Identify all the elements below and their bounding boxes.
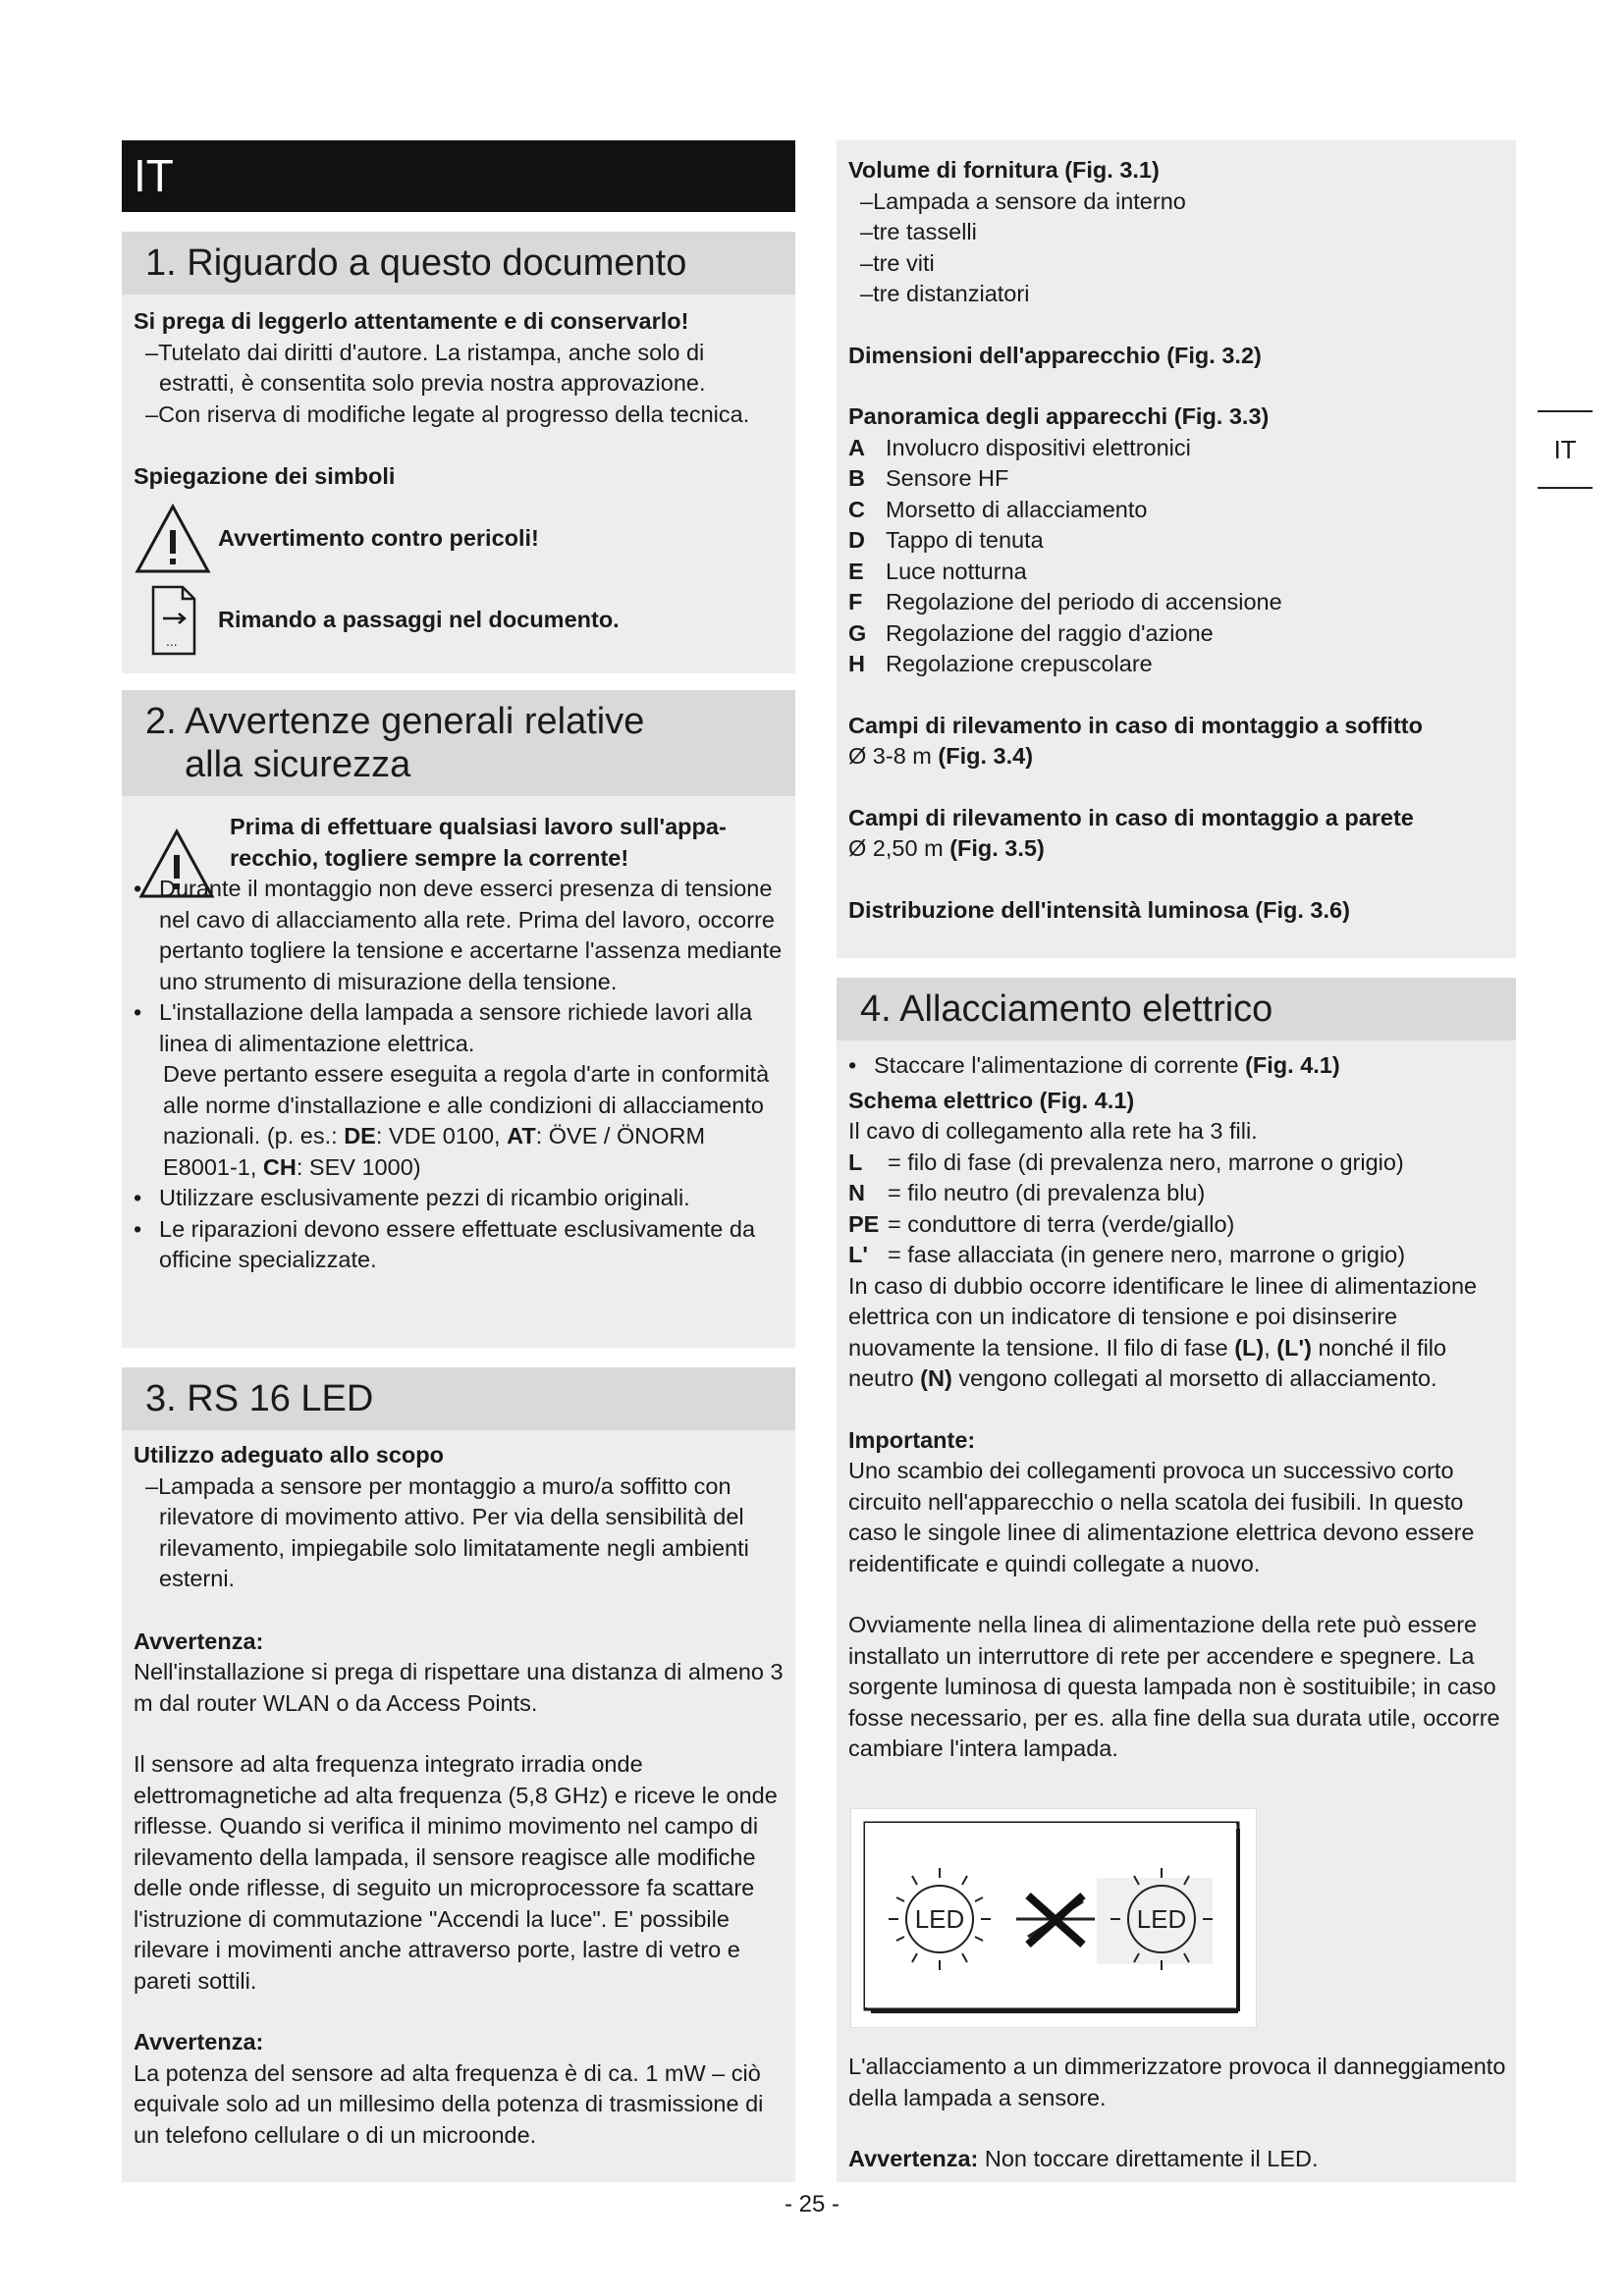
language-header: [122, 140, 795, 212]
side-language-tab: [1538, 410, 1593, 489]
dimmer-notes: [848, 2052, 1516, 2175]
warning-triangle-icon: [134, 503, 212, 575]
standard-at-label: AT: [507, 1123, 536, 1148]
section-2-title-line2: alla sicurezza: [185, 744, 411, 785]
power-off-bullet: • Staccare l'alimentazione di corrente (Fig. 4.1): [848, 1050, 1504, 1082]
section-1-item: –Con riserva di modifiche legate al progresso della tecnica.: [145, 400, 750, 427]
ceiling-detection-title: Campi di rilevamento in caso di montaggio a soffitto: [848, 712, 1423, 738]
ceiling-detection-value: Ø 3-8 m (Fig. 3.4): [848, 743, 1034, 769]
section-1-box: [122, 232, 795, 673]
cable-text: Il cavo di collegamento alla rete ha 3 fili.: [848, 1118, 1258, 1144]
intended-use-text: –Lampada a sensore per montaggio a muro/a soffitto con rilevatore di movimento attivo. Per via della sensibilità del rilevamento, impiegabile solo limitatamente negli ambienti esterni.: [145, 1472, 749, 1591]
document-reference-icon: [134, 583, 212, 658]
supply-item: –tre viti: [860, 249, 935, 276]
wire-item: N = filo neutro (di prevalenza blu): [848, 1180, 1206, 1205]
symbol-reference-label: Rimando a passaggi nel documento.: [218, 606, 620, 632]
standard-at-value: : ÖVE / ÖNORM E8001-1,: [163, 1123, 706, 1180]
overview-item: F Regolazione del periodo di accensione: [848, 589, 1282, 614]
section-1-intro: Si prega di leggerlo attentamente e di conservarlo!: [134, 308, 689, 334]
symbol-warning-row: [134, 503, 784, 575]
important-text: Uno scambio dei collegamenti provoca un successivo corto circuito nell'apparecchio o nella scatola dei fusibili. In questo caso le singole linee di alimentazione elettrica devono essere reidentificate e quindi collegate a nuovo.: [848, 1458, 1475, 1576]
no-dimmer-illustration: [851, 1809, 1256, 2027]
wire-item: L = filo di fase (di prevalenza nero, marrone o grigio): [848, 1148, 1404, 1175]
supply-title: Volume di fornitura (Fig. 3.1): [848, 157, 1160, 183]
overview-list: [848, 433, 1504, 680]
safety-bullet-continued: [134, 1059, 784, 1183]
overview-item: C Morsetto di allacciamento: [848, 496, 1148, 522]
intended-use-title: Utilizzo adeguato allo scopo: [134, 1442, 444, 1468]
hf-sensor-text: Il sensore ad alta frequenza integrato irradia onde elettromagnetiche ad alta frequenza (5,8 GHz) e riceve le onde riflesse. Quando si verifica il minimo movimento nel campo di rilevamento della lampada, il sensore reagisce alle modifiche delle onde riflesse, di seguito un microprocessore fa scattare l'istruzione di commutazione "Accendi la luce". E' possibile rilevare i movimenti anche attraverso porte, lastre di vetro e pareti sottili.: [134, 1751, 778, 1994]
product-info-box: [837, 140, 1516, 958]
overview-item: A Involucro dispositivi elettronici: [848, 434, 1191, 460]
section-3-title: 3. RS 16 LED: [122, 1367, 795, 1430]
supply-item: –Lampada a sensore da interno: [860, 187, 1186, 214]
no-dimmer-figure: [850, 1808, 1257, 2028]
safety-warning-line1: Prima di effettuare qualsiasi lavoro sull'appa-: [230, 814, 727, 839]
side-tab-label: IT: [1553, 435, 1577, 464]
standard-de-label: DE: [344, 1123, 376, 1148]
section-2-title-line1: 2. Avvertenze generali relative: [145, 701, 645, 742]
symbol-reference-row: [134, 583, 784, 658]
wire-item: PE = conduttore di terra (verde/giallo): [848, 1210, 1235, 1237]
overview-item: G Regolazione del raggio d'azione: [848, 619, 1214, 646]
section-3-box: [122, 1367, 795, 2182]
section-1-title: 1. Riguardo a questo documento: [122, 232, 795, 294]
symbols-title: Spiegazione dei simboli: [134, 463, 396, 489]
safety-bullet: • Durante il montaggio non deve esserci presenza di tensione nel cavo di allacciamento alla rete. Prima del lavoro, occorre pertanto togliere la tensione e accertarne l'assenza mediante uno strumento di misurazione della tensione.: [134, 874, 784, 997]
wire-item: L' = fase allacciata (in genere nero, marrone o grigio): [848, 1242, 1406, 1267]
dimmer-text: L'allacciamento a un dimmerizzatore provoca il danneggiamento della lampada a sensore.: [848, 2054, 1506, 2110]
warning-1-text: Nell'installazione si prega di rispettare una distanza di almeno 3 m dal router WLAN o da Access Points.: [134, 1659, 784, 1716]
wall-detection-title: Campi di rilevamento in caso di montaggio a parete: [848, 804, 1414, 830]
section-4-title: 4. Allacciamento elettrico: [837, 978, 1516, 1041]
doubt-text: In caso di dubbio occorre identificare le linee di alimentazione elettrica con un indicatore di tensione e poi disinserire nuovamente la tensione. Il filo di fase (L), (L') nonché il filo neutro (N) vengono collegati al morsetto di allacciamento.: [848, 1272, 1478, 1391]
switch-text: Ovviamente nella linea di alimentazione della rete può essere installato un interruttore di rete per accendere e spegnere. La sorgente luminosa di questa lampada non è sostituibile; in caso fosse necessario, per es. alla fine della sua durata utile, occorre cambiare l'intera lampada.: [848, 1612, 1500, 1761]
light-distribution-title: Distribuzione dell'intensità luminosa (Fig. 3.6): [848, 896, 1350, 923]
warning-2-text: La potenza del sensore ad alta frequenza è di ca. 1 mW – ciò equivale solo ad un millesimo della potenza di trasmissione di un telefono cellulare o di un microonde.: [134, 2059, 764, 2148]
svg-text:...: ...: [166, 632, 178, 649]
section-1-item: –Tutelato dai diritti d'autore. La ristampa, anche solo di estratti, è consentita solo previa nostra approvazione.: [145, 339, 706, 396]
overview-item: E Luce notturna: [848, 558, 1027, 584]
led-label-left: LED: [914, 1904, 965, 1934]
overview-item: B Sensore HF: [848, 465, 1009, 491]
symbol-warning-label: Avvertimento contro pericoli!: [218, 524, 539, 551]
safety-bullet: • L'installazione della lampada a sensore richiede lavori alla linea di alimentazione elettrica.: [134, 997, 784, 1059]
overview-title: Panoramica degli apparecchi (Fig. 3.3): [848, 403, 1270, 429]
warning-1-title: Avvertenza:: [134, 1628, 264, 1654]
important-title: Importante:: [848, 1426, 976, 1453]
safety-bullet: • Utilizzare esclusivamente pezzi di ricambio originali.: [134, 1183, 784, 1214]
wiring-schema-title: Schema elettrico (Fig. 4.1): [848, 1087, 1135, 1113]
standard-ch-label: CH: [262, 1153, 297, 1180]
section-2-box: [122, 690, 795, 1348]
overview-item: D Tappo di tenuta: [848, 527, 1044, 553]
safety-warning-line2: recchio, togliere sempre la corrente!: [230, 844, 629, 871]
language-code: IT: [134, 150, 174, 201]
supply-item: –tre distanziatori: [860, 281, 1030, 306]
standards-text: Deve pertanto essere eseguita a regola d'arte in conformità alle norme d'installazione e alle condizioni di allacciamento nazionali. (p. es.:: [163, 1061, 770, 1148]
safety-warning: [134, 812, 784, 874]
standard-de-value: : VDE 0100,: [375, 1123, 501, 1148]
warning-2-title: Avvertenza:: [134, 2029, 264, 2055]
side-tab-divider: [1538, 487, 1593, 489]
overview-item: H Regolazione crepuscolare: [848, 651, 1153, 676]
safety-bullet: • Le riparazioni devono essere effettuate esclusivamente da officine specializzate.: [134, 1214, 784, 1276]
standard-ch-value: : SEV 1000): [296, 1153, 421, 1180]
section-2-title: [122, 690, 795, 796]
page-number: - 25 -: [784, 2191, 839, 2217]
led-note: Avvertenza: Non toccare direttamente il LED.: [848, 2146, 1319, 2171]
supply-list: [848, 187, 1504, 310]
wall-detection-value: Ø 2,50 m (Fig. 3.5): [848, 835, 1045, 861]
wire-list: [848, 1148, 1504, 1271]
dimensions-title: Dimensioni dell'apparecchio (Fig. 3.2): [848, 342, 1262, 368]
supply-item: –tre tasselli: [860, 219, 977, 244]
led-label-right: LED: [1136, 1904, 1187, 1934]
